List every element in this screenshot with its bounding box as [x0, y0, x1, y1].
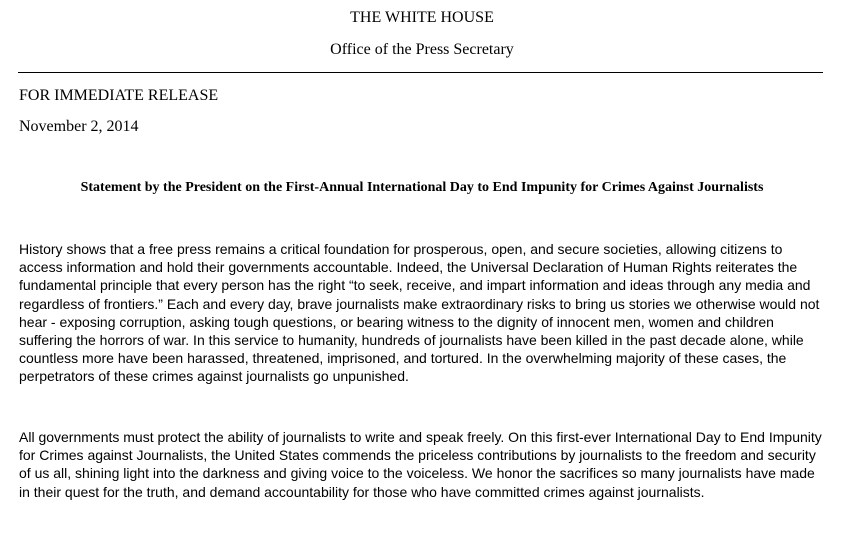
- paragraph-2: All governments must protect the ability of journalists to write and speak freely. On this first-ever International Day to End Impunity for Crimes against Journalists, the United States commends the priceless contributions by journalists to the freedom and security of us all, shining light into the darkness and giving voice to the voiceless. We honor the sacrifices so many journalists have made in their quest for the truth, and demand accountability for those who have committed crimes against journalists.: [19, 429, 822, 500]
- release-notice: FOR IMMEDIATE RELEASE: [19, 87, 219, 104]
- release-date: November 2, 2014: [19, 118, 139, 135]
- statement-title: Statement by the President on the First-Annual International Day to End Impunity for Crimes Against Journalists: [80, 180, 764, 195]
- paragraph-1: History shows that a free press remains a critical foundation for prosperous, open, and secure societies, allowing citizens to access information and hold their governments accountable. Indeed, the Universal Declaration of Human Rights reiterates the fundamental principle that every person has the right “to seek, receive, and impart information and ideas through any media and regardless of frontiers.” Each and every day, brave journalists make extraordinary risks to bring us stories we otherwise would not hear - exposing corruption, asking tough questions, or bearing witness to the dignity of innocent men, women and children suffering the horrors of war. In this service to humanity, hundreds of journalists have been killed in the past decade alone, while countless more have been harassed, threatened, imprisoned, and tortured. In the overwhelming majority of these cases, the perpetrators of these crimes against journalists go unpunished.: [19, 241, 820, 385]
- header-divider: [18, 72, 823, 73]
- office-heading: Office of the Press Secretary: [330, 41, 514, 58]
- organization-heading: THE WHITE HOUSE: [350, 9, 494, 26]
